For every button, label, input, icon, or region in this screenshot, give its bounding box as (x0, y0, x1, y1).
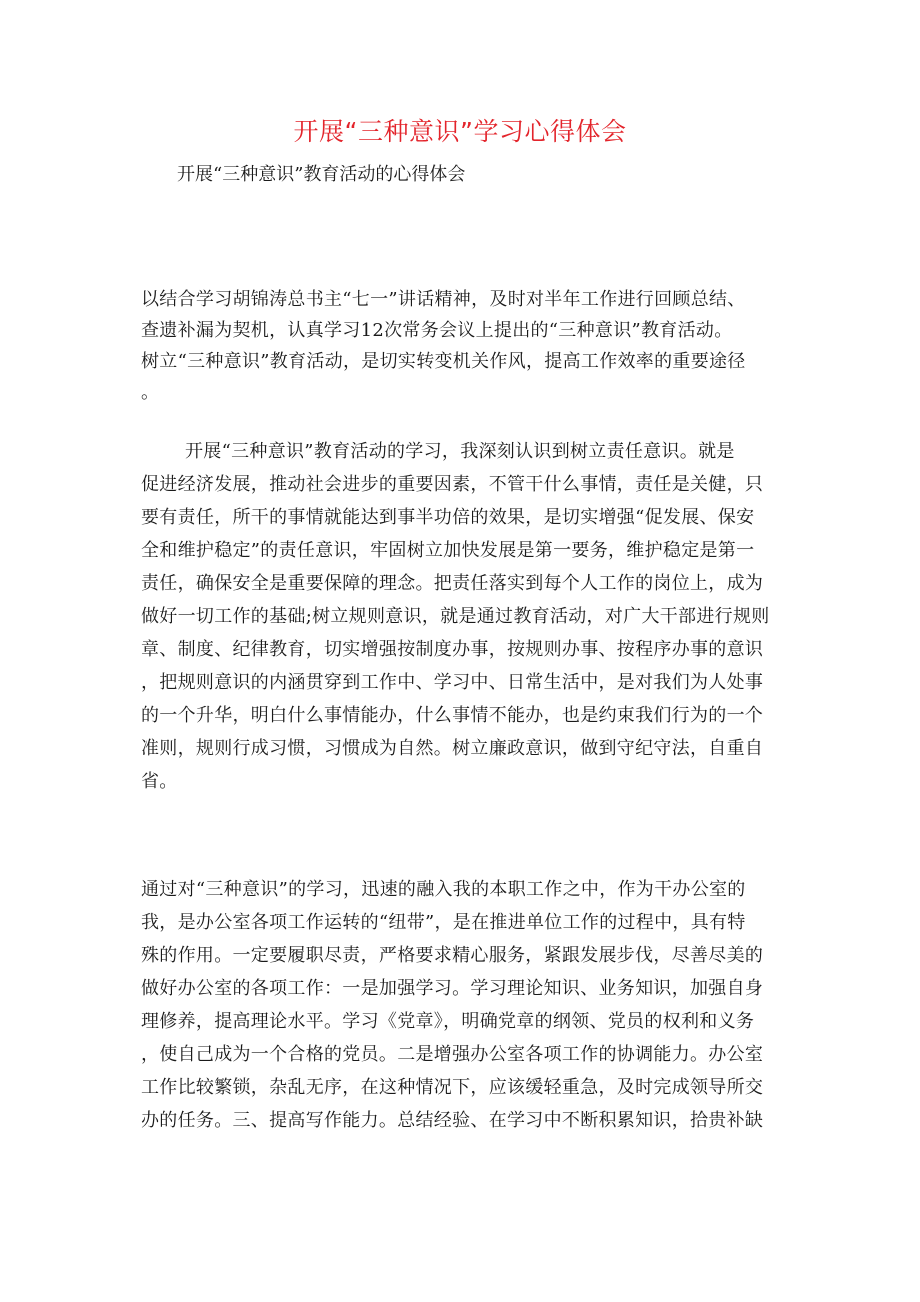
paragraph-line: ，把规则意识的内涵贯穿到工作中、学习中、日常生活中，是对我们为人处事 (141, 672, 764, 693)
paragraph-line: 工作比较繁锁，杂乱无序，在这种情况下，应该缓轻重急，及时完成领导所交 (141, 1077, 764, 1098)
paragraph-1 (141, 284, 781, 408)
paragraph-line: 办的任务。三、提高写作能力。总结经验、在学习中不断积累知识，拾贵补缺 (141, 1110, 764, 1131)
paragraph-line: 全和维护稳定”的责任意识，牢固树立加快发展是第一要务，维护稳定是第一 (141, 540, 755, 561)
paragraph-line: 章、制度、纪律教育，切实增强按制度办事，按规则办事、按程序办事的意识 (141, 639, 764, 660)
paragraph-line: 开展“三种意识”教育活动的学习，我深刻认识到树立责任意识。就是 (185, 441, 735, 462)
paragraph-line: 。 (141, 382, 160, 403)
paragraph-line: ，使自己成为一个合格的党员。二是增强办公室各项工作的协调能力。办公室 (141, 1044, 764, 1065)
paragraph-line: 理修养，提高理论水平。学习《党章》，明确党章的纲领、党员的权利和义务 (141, 1011, 755, 1032)
paragraph-line: 的一个升华，明白什么事情能办，什么事情不能办，也是约束我们行为的一个 (141, 705, 764, 726)
paragraph-line: 殊的作用。一定要履职尽责，严格要求精心服务，紧跟发展步伐，尽善尽美的 (141, 945, 764, 966)
paragraph-line: 通过对“三种意识”的学习，迅速的融入我的本职工作之中，作为干办公室的 (141, 879, 746, 900)
paragraph-line: 责任，确保安全是重要保障的理念。把责任落实到每个人工作的岗位上，成为 (141, 573, 764, 594)
paragraph-line: 树立“三种意识”教育活动，是切实转变机关作风，提高工作效率的重要途径 (141, 351, 746, 372)
paragraph-2 (141, 435, 781, 798)
paragraph-3 (141, 873, 781, 1137)
paragraph-line: 以结合学习胡锦涛总书主“七一”讲话精神，及时对半年工作进行回顾总结、 (141, 289, 746, 310)
paragraph-line: 做好一切工作的基础;树立规则意识，就是通过教育活动，对广大干部进行规则 (141, 606, 770, 627)
document-subtitle: 开展“三种意识”教育活动的心得体会 (177, 164, 466, 185)
paragraph-line: 查遗补漏为契机，认真学习12次常务会议上提出的“三种意识”教育活动。 (141, 320, 733, 341)
paragraph-line: 我，是办公室各项工作运转的“纽带”，是在推进单位工作的过程中，具有特 (141, 912, 746, 933)
document-title: 开展“三种意识”学习心得体会 (293, 117, 627, 146)
paragraph-line: 促进经济发展，推动社会进步的重要因素，不管干什么事情，责任是关健，只 (141, 474, 764, 495)
paragraph-line: 省。 (141, 771, 178, 792)
paragraph-line: 做好办公室的各项工作：一是加强学习。学习理论知识、业务知识，加强自身 (141, 978, 764, 999)
paragraph-line: 要有责任，所干的事情就能达到事半功倍的效果，是切实增强“促发展、保安 (141, 507, 755, 528)
paragraph-line: 准则，规则行成习惯，习惯成为自然。树立廉政意识，做到守纪守法，自重自 (141, 738, 764, 759)
